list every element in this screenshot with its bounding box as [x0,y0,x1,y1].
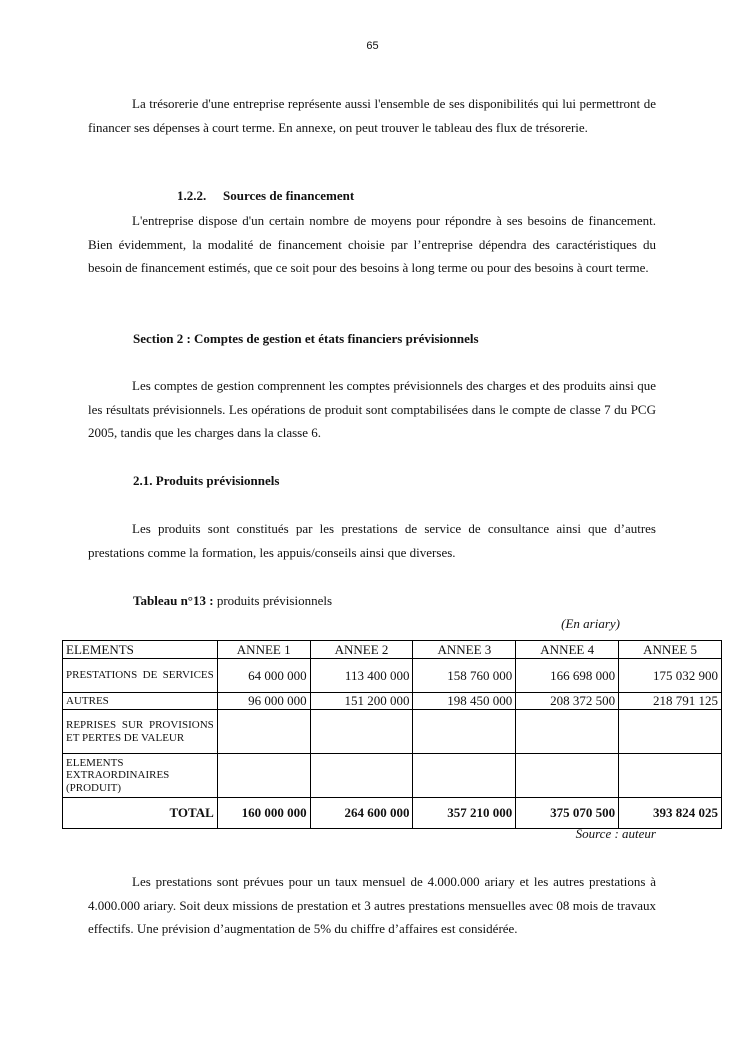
closing-paragraph: Les prestations sont prévues pour un taux mensuel de 4.000.000 ariary et les autres prestations à 4.000.000 ariary. Soit deux missions de prestation et 3 autres prestations mensuelles avec 08 mois de travaux effectifs. Une prévision d’augmentation de 5% du chiffre d’affaires est considérée. [88,874,656,936]
table-row [63,693,722,710]
table-cell [516,754,619,798]
table-header-row [63,641,722,659]
table-cell: 113 400 000 [310,659,413,693]
subsection-title: Sources de financement [223,188,355,203]
table-cell [619,754,722,798]
sources-paragraph: L'entreprise dispose d'un certain nombre de moyens pour répondre à ses besoins de financement. Bien évidemment, la modalité de financement choisie par l’entreprise dépendra des caractéristiques du besoin de financement estimés, que ce soit pour des besoins à long terme ou pour des besoins à court terme. [88,213,656,275]
table-unit-note: (En ariary) [561,616,620,631]
header-annee-5: ANNEE 5 [619,641,722,659]
table-source-note: Source : auteur [575,826,656,841]
page-number: 65 [366,40,379,52]
table-cell [413,710,516,754]
table-row [63,659,722,693]
table-cell: 218 791 125 [619,693,722,710]
row-label: PRESTATIONS DE SERVICES [63,659,218,693]
subsection-number: 1.2.2. [177,188,207,203]
table-cell: 96 000 000 [217,693,310,710]
row-label: REPRISES SUR PROVISIONS ET PERTES DE VALEUR [63,710,218,754]
table-cell [413,754,516,798]
produits-heading: 2.1. Produits prévisionnels [133,473,280,488]
total-cell: 264 600 000 [310,798,413,829]
row-label: AUTRES [63,693,218,710]
table-row [63,754,722,798]
intro-paragraph: La trésorerie d'une entreprise représente aussi l'ensemble de ses disponibilités qui lui permettront de financer ses dépenses à court terme. En annexe, on peut trouver le tableau des flux de trésorerie. [88,96,656,135]
header-annee-2: ANNEE 2 [310,641,413,659]
section-2-paragraph: Les comptes de gestion comprennent les comptes prévisionnels des charges et des produits ainsi que les résultats prévisionnels. Les opérations de produit sont comptabilisées dans le compte de classe 7 du PCG 2005, tandis que les charges dans la classe 6. [88,378,656,440]
table-total-row [63,798,722,829]
total-cell: 160 000 000 [217,798,310,829]
header-annee-1: ANNEE 1 [217,641,310,659]
subsection-heading-sources [177,188,354,204]
produits-table [62,640,722,829]
table-cell [516,710,619,754]
table-row [63,710,722,754]
table-cell: 175 032 900 [619,659,722,693]
total-cell: 357 210 000 [413,798,516,829]
table-cell: 198 450 000 [413,693,516,710]
table-cell: 166 698 000 [516,659,619,693]
total-cell: 393 824 025 [619,798,722,829]
table-caption-label: Tableau n°13 : [133,593,214,608]
section-2-heading: Section 2 : Comptes de gestion et états financiers prévisionnels [133,331,479,346]
table-caption [133,593,332,609]
header-annee-4: ANNEE 4 [516,641,619,659]
table-cell: 151 200 000 [310,693,413,710]
header-annee-3: ANNEE 3 [413,641,516,659]
table-cell: 158 760 000 [413,659,516,693]
row-label: ELEMENTS EXTRAORDINAIRES (PRODUIT) [63,754,218,798]
table-cell [217,710,310,754]
total-cell: 375 070 500 [516,798,619,829]
table-cell [619,710,722,754]
table-caption-text: produits prévisionnels [213,593,333,608]
table-cell [310,754,413,798]
table-cell [217,754,310,798]
total-label: TOTAL [63,798,218,829]
table-cell: 208 372 500 [516,693,619,710]
table-cell: 64 000 000 [217,659,310,693]
header-elements: ELEMENTS [63,641,218,659]
produits-paragraph: Les produits sont constitués par les prestations de service de consultance ainsi que d’autres prestations comme la formation, les appuis/conseils ainsi que diverses. [88,521,656,560]
table-cell [310,710,413,754]
